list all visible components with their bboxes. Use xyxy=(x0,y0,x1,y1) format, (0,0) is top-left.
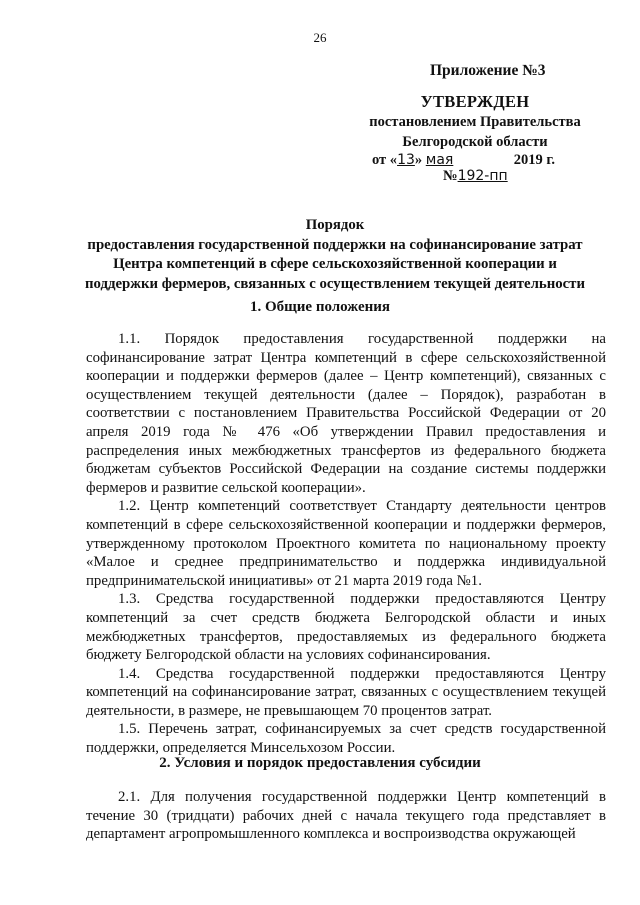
approval-number xyxy=(443,168,528,185)
paragraph-1-4: 1.4. Средства государственной поддержки предоставляются Центру компетенций на софинансирование затрат, связанных с осуществлением текущей деятельности, в размере, не превышающем 70 процентов затрат. xyxy=(86,665,606,719)
date-mid: » xyxy=(414,152,426,168)
section-2-body xyxy=(86,788,606,844)
section-2-heading: 2. Условия и порядок предоставления субсидии xyxy=(159,755,481,771)
paragraph-1-5: 1.5. Перечень затрат, софинансируемых за счет средств государственной поддержки, определяется Минсельхозом России. xyxy=(86,721,606,757)
approval-line-1: постановлением Правительства xyxy=(369,114,581,130)
title-line-4: поддержки фермеров, связанных с осуществлением текущей деятельности xyxy=(85,275,585,292)
appendix-label: Приложение №3 xyxy=(430,62,546,79)
page-number: 26 xyxy=(313,30,327,45)
number-prefix: № xyxy=(443,168,458,184)
number-value: 192-пп xyxy=(457,168,508,184)
title-line-2: предоставления государственной поддержки на софинансирование затрат xyxy=(87,236,583,253)
paragraph-2-1: 2.1. Для получения государственной поддержки Центр компетенций в течение 30 (тридцати) рабочих дней с начала текущего года представляет в департамент агропромышленного комплекса и воспроизводства окружающей xyxy=(86,789,606,843)
section-1-heading: 1. Общие положения xyxy=(249,299,391,315)
date-prefix: от « xyxy=(372,152,398,168)
title-line-3: Центра компетенций в сфере сельскохозяйственной кооперации и xyxy=(113,256,557,272)
paragraph-1-1: 1.1. Порядок предоставления государственной поддержки на софинансирование затрат Центра компетенций в сфере сельскохозяйственной кооперации и поддержки фермеров (далее – Центр компетенций), связанных с осуществлением текущей деятельности (далее – Порядок), разработан в соответствии с постановлением Правительства Российской Федерации от 20 апреля 2019 года № 476 «Об утверждении Правил предоставления и распределения иных межбюджетных трансфертов из федерального бюджета бюджетам субъектов Российской Федерации на создание системы поддержки фермеров и развитие сельской кооперации». xyxy=(86,331,606,496)
date-month: мая xyxy=(425,152,454,168)
paragraph-1-3: 1.3. Средства государственной поддержки предоставляются Центру компетенций за счет средств бюджета Белгородской области и иных межбюджетных трансфертов, предоставляемых из федерального бюджета бюджету Белгородской области на условиях софинансирования. xyxy=(86,591,606,664)
approval-block xyxy=(330,92,620,152)
date-day: 13 xyxy=(397,152,415,168)
paragraph-1-2: 1.2. Центр компетенций соответствует Стандарту деятельности центров компетенций в сфере сельскохозяйственной кооперации и поддержки фермеров, утвержденному протоколом Проектного комитета по национальному проекту «Малое и среднее предпринимательство и поддержка индивидуальной предпринимательской инициативы» от 21 марта 2019 года №1. xyxy=(86,498,606,589)
approval-line-2: Белгородской области xyxy=(402,134,548,150)
section-1-body xyxy=(86,330,606,758)
date-suffix: 2019 г. xyxy=(513,152,555,168)
title-line-1: Порядок xyxy=(305,217,365,233)
approval-heading: УТВЕРЖДЕН xyxy=(420,92,530,111)
document-title xyxy=(30,216,640,294)
approval-date xyxy=(372,152,555,169)
